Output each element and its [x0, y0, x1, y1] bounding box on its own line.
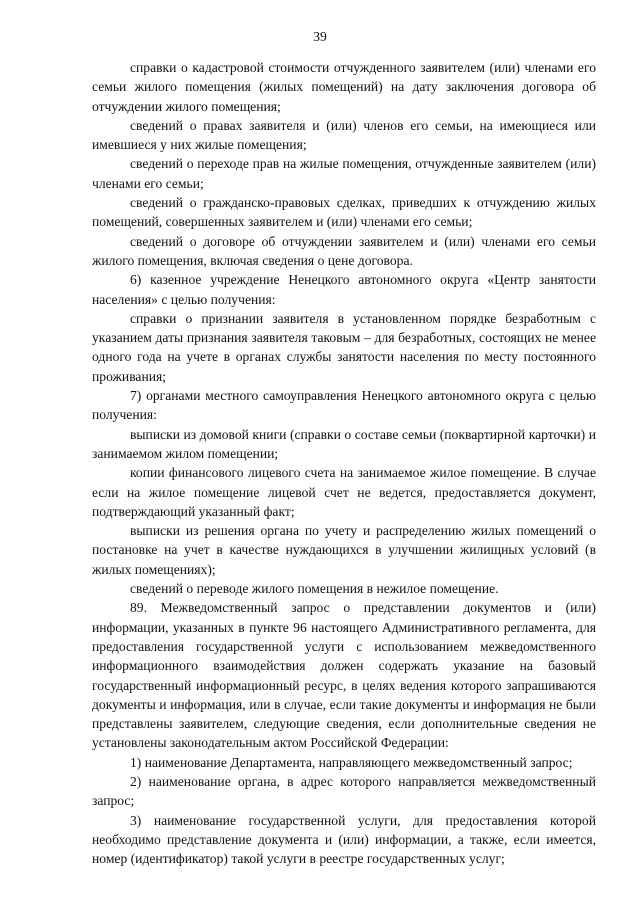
- paragraph: 3) наименование государственной услуги, для предоставления которой необходимо представление документа и (или) информации, а также, если имеется, номер (идентификатор) такой услуги в реестре государственных услуг;: [92, 812, 596, 867]
- paragraph: 7) органами местного самоуправления Ненецкого автономного округа с целью получения:: [92, 388, 596, 423]
- paragraph: 89. Межведомственный запрос о представлении документов и (или) информации, указанных в пункте 96 настоящего Административного регламента, для предоставления государственной услуги с использованием межведомственного информационного взаимодействия должен содержать указание на базовый государственный информационный ресурс, в целях ведения которого запрашиваются документы и информация, или в случае, если такие документы и информация не были представлены заявителем, следующие сведения, если дополнительные сведения не установлены законодательным актом Российской Федерации:: [92, 600, 596, 751]
- paragraph: копии финансового лицевого счета на занимаемое жилое помещение. В случае если на жилое помещение лицевой счет не ведется, предоставляется документ, подтверждающий указанный факт;: [92, 465, 596, 519]
- paragraph: выписки из домовой книги (справки о составе семьи (поквартирной карточки) и занимаемом жилом помещении;: [92, 426, 596, 461]
- paragraph: справки о признании заявителя в установленном порядке безработным с указанием даты признания заявителя таковым – для безработных, состоящих не менее одного года на учете в органах службы занятости населения по месту постоянного проживания;: [92, 310, 596, 384]
- document-body: [92, 58, 596, 868]
- paragraph: 2) наименование органа, в адрес которого направляется межведомственный запрос;: [92, 773, 596, 809]
- paragraph: 1) наименование Департамента, направляющего межведомственный запрос;: [130, 754, 573, 770]
- paragraph: выписки из решения органа по учету и распределению жилых помещений о постановке на учет в качестве нуждающихся в улучшении жилищных условий (в жилых помещениях);: [92, 523, 596, 577]
- paragraph: сведений о переходе прав на жилые помещения, отчужденные заявителем (или) членами его семьи;: [92, 156, 596, 191]
- paragraph: сведений о переводе жилого помещения в нежилое помещение.: [130, 581, 499, 597]
- paragraph: сведений о договоре об отчуждении заявителем и (или) членами его семьи жилого помещения, включая сведения о цене договора.: [92, 233, 596, 268]
- paragraph: справки о кадастровой стоимости отчужденного заявителем (или) членами его семьи жилого помещения (жилых помещений) на дату заключения договора об отчуждении жилого помещения;: [92, 60, 596, 114]
- page-number: 39: [313, 29, 327, 44]
- paragraph: сведений о правах заявителя и (или) членов его семьи, на имеющиеся или имевшиеся у них жилые помещения;: [92, 117, 596, 153]
- paragraph: сведений о гражданско-правовых сделках, приведших к отчуждению жилых помещений, совершенных заявителем и (или) членами его семьи;: [92, 195, 596, 230]
- paragraph: 6) казенное учреждение Ненецкого автономного округа «Центр занятости населения» с целью получения:: [92, 272, 596, 307]
